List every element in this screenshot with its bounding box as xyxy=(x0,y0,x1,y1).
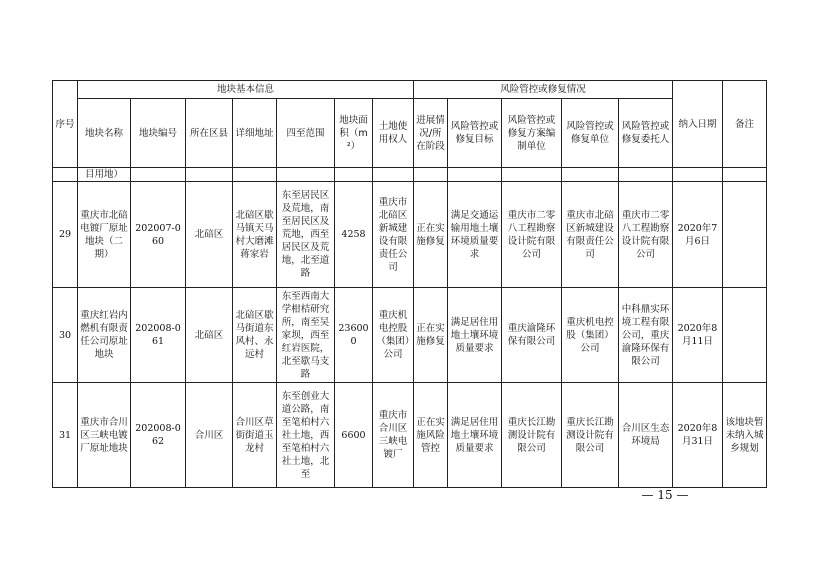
row-exec-unit: 重庆市北碚区新城建设有限责任公司 xyxy=(562,182,619,288)
contaminated-site-table xyxy=(52,80,767,488)
row-exec-unit: 重庆机电控股（集团）公司 xyxy=(562,288,619,383)
row-district: 北碚区 xyxy=(186,182,233,288)
header-district: 所在区县 xyxy=(186,99,233,168)
row-name: 重庆红岩内燃机有限责任公司原址地块 xyxy=(78,288,131,383)
row-target: 满足交通运输用地土壤环境质量要求 xyxy=(448,182,502,288)
row-plan-unit: 重庆渝隆环保有限公司 xyxy=(502,288,562,383)
row-seq: 29 xyxy=(53,182,78,288)
row-district: 合川区 xyxy=(186,383,233,488)
row-target: 满足居住用地土壤环境质量要求 xyxy=(448,288,502,383)
row-area: 4258 xyxy=(335,182,373,288)
row-date: 2020年7月6日 xyxy=(673,182,723,288)
row-area: 236000 xyxy=(335,288,373,383)
row-note xyxy=(723,288,767,383)
row-district: 北碚区 xyxy=(186,288,233,383)
row-area: 6600 xyxy=(335,383,373,488)
row-note: 该地块暂未纳入城乡规划 xyxy=(723,383,767,488)
header-target: 风险管控或修复目标 xyxy=(448,99,502,168)
row-date: 2020年8月11日 xyxy=(673,288,723,383)
row-name: 重庆市北碚电镀厂原址地块（二期） xyxy=(78,182,131,288)
header-code: 地块编号 xyxy=(131,99,186,168)
row-owner: 重庆市北碚区新城建设有限责任公司 xyxy=(373,182,414,288)
table-row xyxy=(53,383,767,488)
row-bounds: 东至创业大道公路，南至笔柏村六社土地，西至笔柏村六社土地，北至 xyxy=(277,383,335,488)
row-seq: 31 xyxy=(53,383,78,488)
table-row xyxy=(53,182,767,288)
carryover-text: 目用地） xyxy=(78,168,131,182)
header-plan-unit: 风险管控或修复方案编制单位 xyxy=(502,99,562,168)
row-owner: 重庆市合川区三峡电镀厂 xyxy=(373,383,414,488)
row-bounds: 东至居民区及荒地，南至居民区及荒地，西至居民区及荒地，北至道路 xyxy=(277,182,335,288)
row-address: 合川区草街街道玉龙村 xyxy=(233,383,277,488)
row-plan-unit: 重庆长江勘测设计院有限公司 xyxy=(502,383,562,488)
header-stage: 进展情况/所在阶段 xyxy=(414,99,448,168)
header-exec-unit: 风险管控或修复单位 xyxy=(562,99,619,168)
row-owner: 重庆机电控股（集团）公司 xyxy=(373,288,414,383)
header-owner: 土地使用权人 xyxy=(373,99,414,168)
header-group-risk: 风险管控或修复情况 xyxy=(414,81,673,99)
row-bounds: 东至西南大学柑桔研究所，南至吴家坝，西至红岩医院，北至歇马支路 xyxy=(277,288,335,383)
page-number: — 15 — xyxy=(641,488,689,502)
row-note xyxy=(723,182,767,288)
row-seq: 30 xyxy=(53,288,78,383)
row-stage: 正在实施风险管控 xyxy=(414,383,448,488)
row-stage: 正在实施修复 xyxy=(414,182,448,288)
row-exec-unit: 重庆长江勘测设计院有限公司 xyxy=(562,383,619,488)
header-note: 备注 xyxy=(723,81,767,168)
header-address: 详细地址 xyxy=(233,99,277,168)
row-code: 202007-060 xyxy=(131,182,186,288)
row-address: 北碚区歇马街道东风村、永远村 xyxy=(233,288,277,383)
header-area: 地块面积（m²） xyxy=(335,99,373,168)
row-target: 满足居住用地土壤环境质量要求 xyxy=(448,383,502,488)
row-client: 合川区生态环境局 xyxy=(619,383,673,488)
row-address: 北碚区歇马镇天马村大磨滩蒋家岩 xyxy=(233,182,277,288)
table-row xyxy=(53,288,767,383)
row-name: 重庆市合川区三峡电镀厂原址地块 xyxy=(78,383,131,488)
row-client: 中科鼎实环境工程有限公司，重庆渝隆环保有限公司 xyxy=(619,288,673,383)
header-date: 纳入日期 xyxy=(673,81,723,168)
row-client: 重庆市二零八工程勘察设计院有限公司 xyxy=(619,182,673,288)
carryover-seq xyxy=(53,168,78,182)
header-client: 风险管控或修复委托人 xyxy=(619,99,673,168)
header-bounds: 四至范围 xyxy=(277,99,335,168)
header-name: 地块名称 xyxy=(78,99,131,168)
row-stage: 正在实施修复 xyxy=(414,288,448,383)
header-group-basic: 地块基本信息 xyxy=(78,81,414,99)
row-code: 202008-062 xyxy=(131,383,186,488)
row-code: 202008-061 xyxy=(131,288,186,383)
header-seq: 序号 xyxy=(53,81,78,168)
row-plan-unit: 重庆市二零八工程勘察设计院有限公司 xyxy=(502,182,562,288)
row-date: 2020年8月31日 xyxy=(673,383,723,488)
